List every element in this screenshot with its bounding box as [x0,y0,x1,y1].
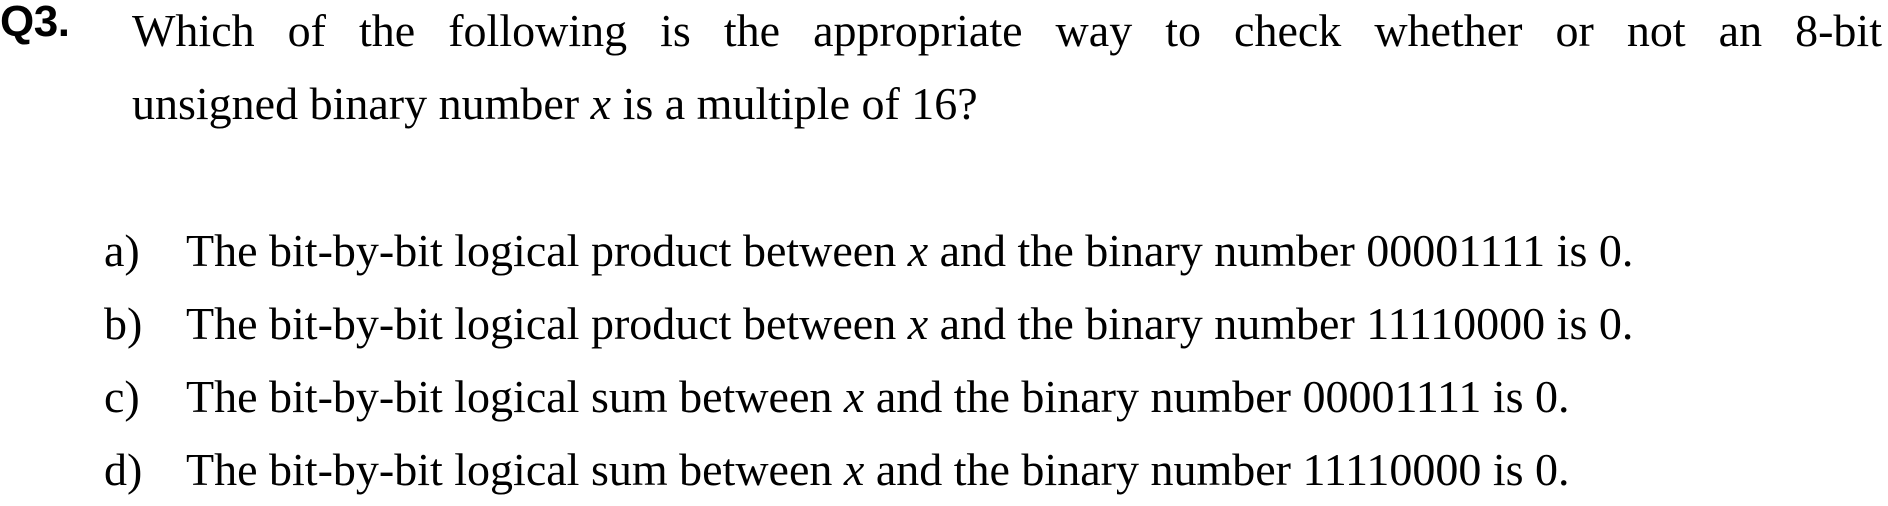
question-stem-line-2 [132,67,1882,140]
option-d[interactable] [104,433,1633,506]
question-stem [132,0,1882,140]
option-letter: d) [104,444,143,495]
option-variable-x: x [907,225,929,276]
option-letter: a) [104,225,140,276]
question-number: Q3. [0,0,70,46]
question-variable-x: x [590,78,612,129]
option-text-after: and the binary number 00001111 is 0. [864,371,1570,422]
option-text-after: and the binary number 11110000 is 0. [864,444,1570,495]
option-text-before: The bit-by-bit logical sum between [186,371,844,422]
option-b[interactable] [104,287,1633,360]
question-stem-line-1: Which of the following is the appropriate way to check whether or not an 8-bit [132,5,1882,56]
option-letter: b) [104,298,143,349]
option-a[interactable] [104,214,1633,287]
option-letter: c) [104,371,140,422]
question-stem-text-before: unsigned binary number [132,78,591,129]
option-variable-x: x [907,298,929,349]
question-stem-text-after: is a multiple of 16? [611,78,978,129]
option-text-after: and the binary number 00001111 is 0. [928,225,1634,276]
option-c[interactable] [104,360,1633,433]
option-variable-x: x [843,444,865,495]
option-text-before: The bit-by-bit logical sum between [186,444,844,495]
option-text-before: The bit-by-bit logical product between [186,225,908,276]
option-text-before: The bit-by-bit logical product between [186,298,908,349]
option-variable-x: x [843,371,865,422]
option-text-after: and the binary number 11110000 is 0. [928,298,1634,349]
answer-options-list [104,214,1633,506]
